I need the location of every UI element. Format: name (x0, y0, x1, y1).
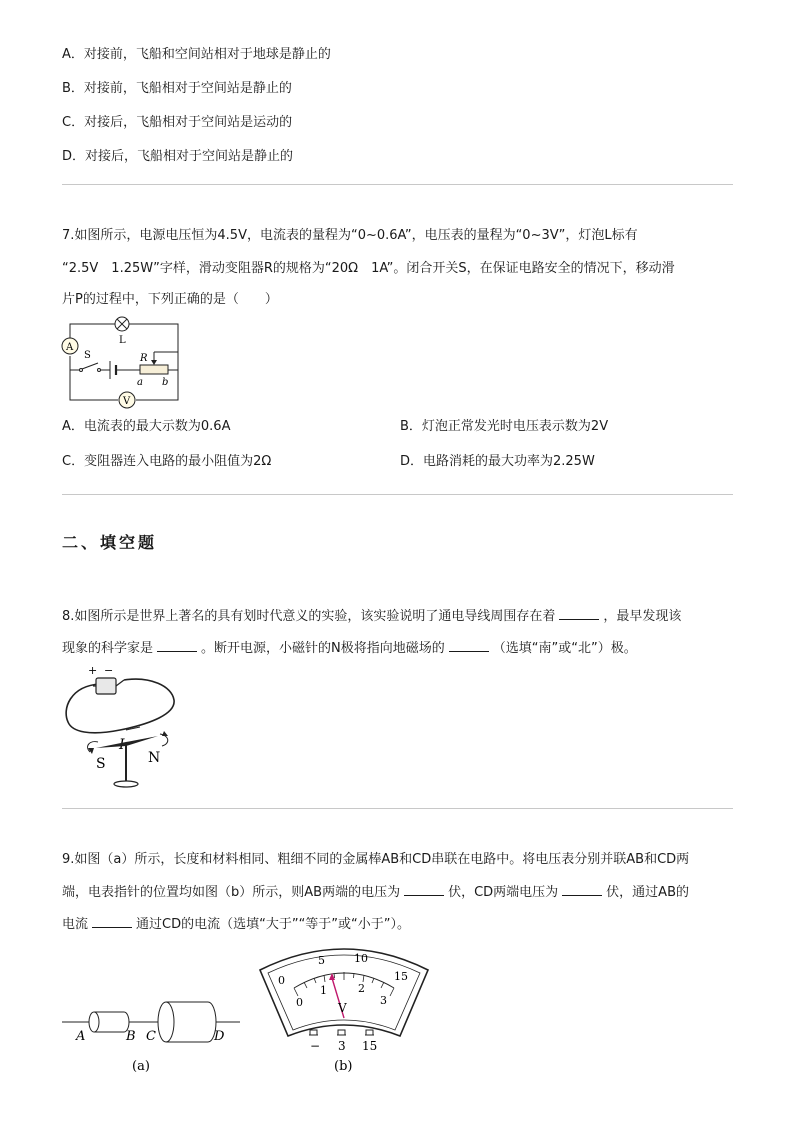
battery-symbol (96, 678, 116, 694)
lamp-label: L (119, 335, 126, 346)
label-d: D (214, 1029, 225, 1044)
inner-tick-0: 0 (296, 996, 303, 1009)
q8-text: 现象的科学家是 (62, 641, 154, 656)
switch-label: S (84, 350, 91, 361)
voltmeter-label: V (123, 396, 131, 407)
q7-circuit-diagram (60, 314, 190, 412)
switch-symbol (80, 363, 101, 372)
q9-text: 伏，通过AB的 (606, 885, 689, 900)
ammeter-label: A (66, 342, 74, 353)
q7-option-d: D．电路消耗的最大功率为2.25W (400, 454, 595, 469)
q7-option-a: A．电流表的最大示数为0.6A (62, 419, 231, 434)
q6-option-a: A．对接前，飞船和空间站相对于地球是静止的 (62, 47, 331, 62)
label-b: B (126, 1029, 136, 1044)
q7-option-b: B．灯泡正常发光时电压表示数为2V (400, 419, 609, 434)
q9-stem-line1: 9.如图（a）所示，长度和材料相同、粗细不同的金属棒AB和CD串联在电路中。将电压表分别并联AB和CD两 (62, 852, 690, 867)
q8-stem-line1 (62, 606, 681, 627)
divider (62, 184, 733, 185)
oersted-experiment-figure (60, 664, 188, 794)
q8-text: 8.如图所示是世界上著名的具有划时代意义的实验，该实验说明了通电导线周围存在着 (62, 609, 556, 624)
divider (62, 808, 733, 809)
q7-option-c: C．变阻器连入电路的最小阻值为2Ω (62, 454, 272, 469)
metal-rods-figure (62, 990, 242, 1076)
q6-option-d: D．对接后，飞船相对于空间站是静止的 (62, 149, 294, 164)
q9-text: 通过CD的电流（选填“大于”“等于”或“小于”）。 (136, 917, 411, 932)
outer-tick-0: 0 (278, 974, 285, 987)
q8-stem-line2 (62, 638, 637, 659)
caption-a: (a) (132, 1059, 150, 1074)
terminal-minus: − (310, 1039, 321, 1053)
answer-blank[interactable] (404, 882, 444, 896)
outer-tick-10: 10 (354, 952, 368, 965)
q8-text: 。断开电源，小磁针的N极将指向地磁场的 (201, 641, 445, 656)
inner-tick-2: 2 (358, 982, 365, 995)
q8-text: （选填“南”或“北”）极。 (492, 641, 637, 656)
answer-blank[interactable] (562, 882, 602, 896)
q7-stem-line2: “2.5V 1.25W”字样，滑动变阻器R的规格为“20Ω 1A”。闭合开关S，在保证电路安全的情况下，移动滑 (62, 261, 675, 276)
q9-text: 伏，CD两端电压为 (448, 885, 559, 900)
voltmeter-dial-figure (254, 940, 434, 1076)
plus-terminal: + (88, 664, 98, 677)
label-a: A (76, 1029, 86, 1044)
rheostat-end-a: a (137, 377, 143, 388)
q7-stem-line3: 片P的过程中，下列正确的是（ ） (62, 292, 278, 307)
rheostat-label: R (140, 353, 148, 364)
answer-blank[interactable] (559, 606, 599, 620)
lamp-symbol (115, 317, 129, 331)
answer-blank[interactable] (92, 914, 132, 928)
rheostat-symbol (140, 365, 168, 374)
north-pole-label: N (148, 750, 161, 766)
answer-blank[interactable] (157, 638, 197, 652)
divider (62, 494, 733, 495)
south-pole-label: S (96, 756, 106, 772)
inner-tick-3: 3 (380, 994, 387, 1007)
outer-tick-5: 5 (318, 954, 325, 967)
section-title: 二、填空题 (62, 533, 158, 552)
q9-stem-line3 (62, 914, 410, 935)
terminal-3: 3 (338, 1039, 346, 1053)
inner-tick-1: 1 (320, 984, 327, 997)
terminal-posts (309, 1030, 374, 1035)
meter-unit: V (338, 1001, 347, 1015)
q9-stem-line2 (62, 882, 689, 903)
minus-terminal: − (104, 664, 114, 677)
q7-stem-line1: 7.如图所示，电源电压恒为4.5V，电流表的量程为“0~0.6A”，电压表的量程为“0~3V”，灯泡L标有 (62, 228, 638, 243)
caption-b: (b) (334, 1059, 353, 1074)
q8-text: ，最早发现该 (603, 609, 682, 624)
q6-option-c: C．对接后，飞船相对于空间站是运动的 (62, 115, 293, 130)
label-c: C (146, 1029, 156, 1044)
q9-text: 端，电表指针的位置均如图（b）所示，则AB两端的电压为 (62, 885, 401, 900)
outer-tick-15: 15 (394, 970, 408, 983)
rheostat-end-b: b (162, 377, 169, 388)
terminal-15: 15 (362, 1039, 378, 1053)
answer-blank[interactable] (449, 638, 489, 652)
q6-option-b: B．对接前，飞船相对于空间站是静止的 (62, 81, 292, 96)
q9-text: 电流 (62, 917, 89, 932)
battery-symbol (108, 361, 122, 379)
